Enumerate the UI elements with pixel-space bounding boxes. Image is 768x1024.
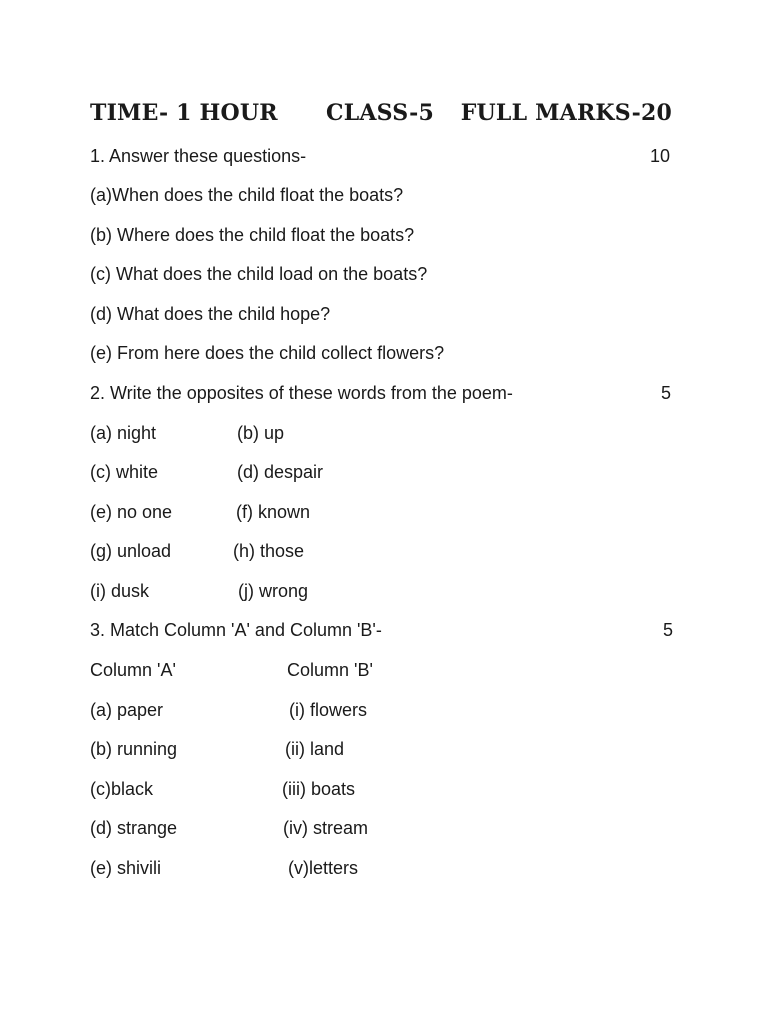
q2-word-d: (d) despair <box>237 462 324 482</box>
q3-a-item-b: (b) running <box>90 739 178 759</box>
q1-marks: 10 <box>650 146 671 166</box>
q2-word-f: (f) known <box>236 502 311 522</box>
q3-b-item-iv: (iv) stream <box>283 818 368 838</box>
q3-a-item-a: (a) paper <box>90 700 164 720</box>
q1-title: 1. Answer these questions- <box>90 146 307 166</box>
q1-item-c: (c) What does the child load on the boats? <box>90 264 428 284</box>
q3-column-b-header: Column 'B' <box>287 660 373 680</box>
q3-marks: 5 <box>663 620 674 640</box>
q1-item-b: (b) Where does the child float the boats? <box>90 225 415 245</box>
full-marks-label: FULL MARKS-20 <box>460 100 672 126</box>
q3-b-item-i: (i) flowers <box>289 700 368 720</box>
q3-b-item-v: (v)letters <box>288 858 359 878</box>
q1-item-a: (a)When does the child float the boats? <box>90 185 404 205</box>
q1-item-e: (e) From here does the child collect flowers? <box>90 343 445 363</box>
q2-word-a: (a) night <box>90 423 157 443</box>
q3-a-item-e: (e) shivili <box>90 858 162 878</box>
q2-word-e: (e) no one <box>90 502 173 522</box>
q3-a-item-c: (c)black <box>90 779 154 799</box>
q2-word-c: (c) white <box>90 462 159 482</box>
q3-title: 3. Match Column 'A' and Column 'B'- <box>90 620 382 640</box>
q2-word-i: (i) dusk <box>90 581 150 601</box>
q2-word-g: (g) unload <box>90 541 172 561</box>
time-label: TIME- 1 HOUR <box>90 100 278 126</box>
q1-item-d: (d) What does the child hope? <box>90 304 331 324</box>
q3-b-item-iii: (iii) boats <box>282 779 356 799</box>
q2-marks: 5 <box>661 383 672 403</box>
q3-column-a-header: Column 'A' <box>90 660 176 680</box>
q2-word-j: (j) wrong <box>238 581 309 601</box>
class-label: CLASS-5 <box>326 100 434 126</box>
exam-header <box>90 96 672 130</box>
q3-a-item-d: (d) strange <box>90 818 178 838</box>
q3-b-item-ii: (ii) land <box>285 739 345 759</box>
q2-title: 2. Write the opposites of these words from the poem- <box>90 383 513 403</box>
q2-word-b: (b) up <box>237 423 285 443</box>
q2-word-h: (h) those <box>233 541 305 561</box>
